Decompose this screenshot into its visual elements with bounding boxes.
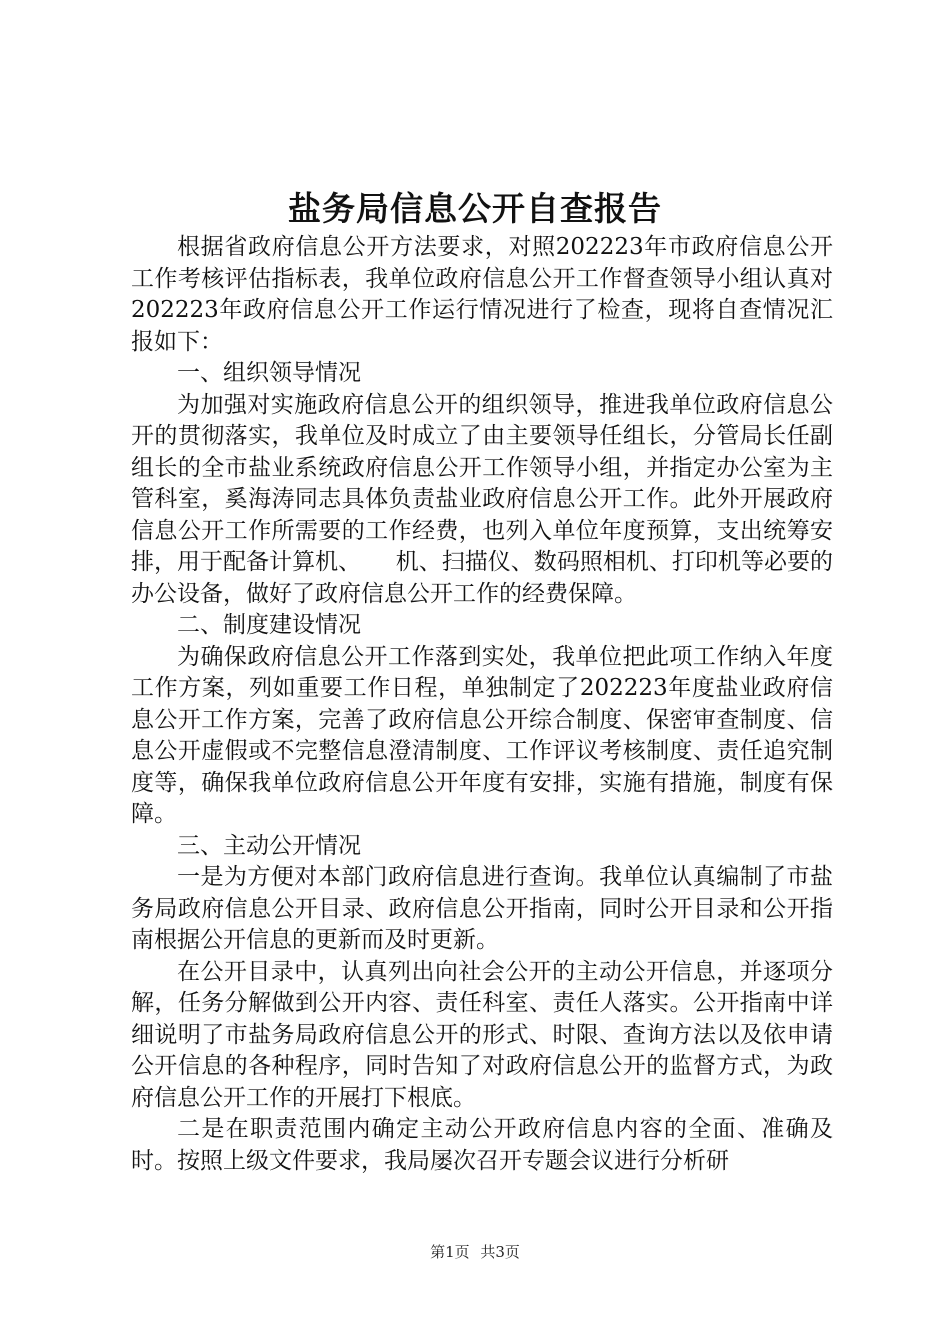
paragraph-system: 为确保政府信息公开工作落到实处，我单位把此项工作纳入年度工作方案，列如重要工作日程，单独制定了202223年度盐业政府信息公开工作方案，完善了政府信息公开综合制度、保密审查制度、信息公开虚假或不完整信息澄清制度、工作评议考核制度、责任追究制度等，确保我单位政府信息公开年度有安排，实施有措施，制度有保障。 xyxy=(131,643,833,827)
section-heading-3: 三、主动公开情况 xyxy=(177,832,361,859)
page-number: 第1页 xyxy=(430,1243,470,1261)
paragraph-organization: 为加强对实施政府信息公开的组织领导，推进我单位政府信息公开的贯彻落实，我单位及时成立了由主要领导任组长，分管局长任副组长的全市盐业系统政府信息公开工作领导小组，并指定办公室为主管科室，奚海涛同志具体负责盐业政府信息公开工作。此外开展政府信息公开工作所需要的工作经费，也列入单位年度预算，支出统筹安排，用于配备计算机、 机、扫描仪、数码照相机、打印机等必要的办公设备，做好了政府信息公开工作的经费保障。 xyxy=(131,391,833,607)
paragraph-active-3: 二是在职责范围内确定主动公开政府信息内容的全面、准确及时。按照上级文件要求，我局屡次召开专题会议进行分析研 xyxy=(131,1116,833,1174)
section-heading-1: 一、组织领导情况 xyxy=(177,360,361,386)
paragraph-active-1: 一是为方便对本部门政府信息进行查询。我单位认真编制了市盐务局政府信息公开目录、政府信息公开指南，同时公开目录和公开指南根据公开信息的更新而及时更新。 xyxy=(131,864,833,953)
page-total: 共3页 xyxy=(480,1243,520,1261)
document-body xyxy=(131,232,833,1177)
section-heading-2: 二、制度建设情况 xyxy=(177,612,361,638)
paragraph-intro: 根据省政府信息公开方法要求，对照202223年市政府信息公开工作考核评估指标表，我单位政府信息公开工作督查领导小组认真对202223年政府信息公开工作运行情况进行了检查，现将自查情况汇报如下： xyxy=(131,234,833,355)
paragraph-active-2: 在公开目录中，认真列出向社会公开的主动公开信息，并逐项分解，任务分解做到公开内容、责任科室、责任人落实。公开指南中详细说明了市盐务局政府信息公开的形式、时限、查询方法以及依申请公开信息的各种程序，同时告知了对政府信息公开的监督方式，为政府信息公开工作的开展打下根底。 xyxy=(131,958,833,1111)
page-footer xyxy=(0,1240,950,1264)
document-title: 盐务局信息公开自查报告 xyxy=(288,189,662,228)
